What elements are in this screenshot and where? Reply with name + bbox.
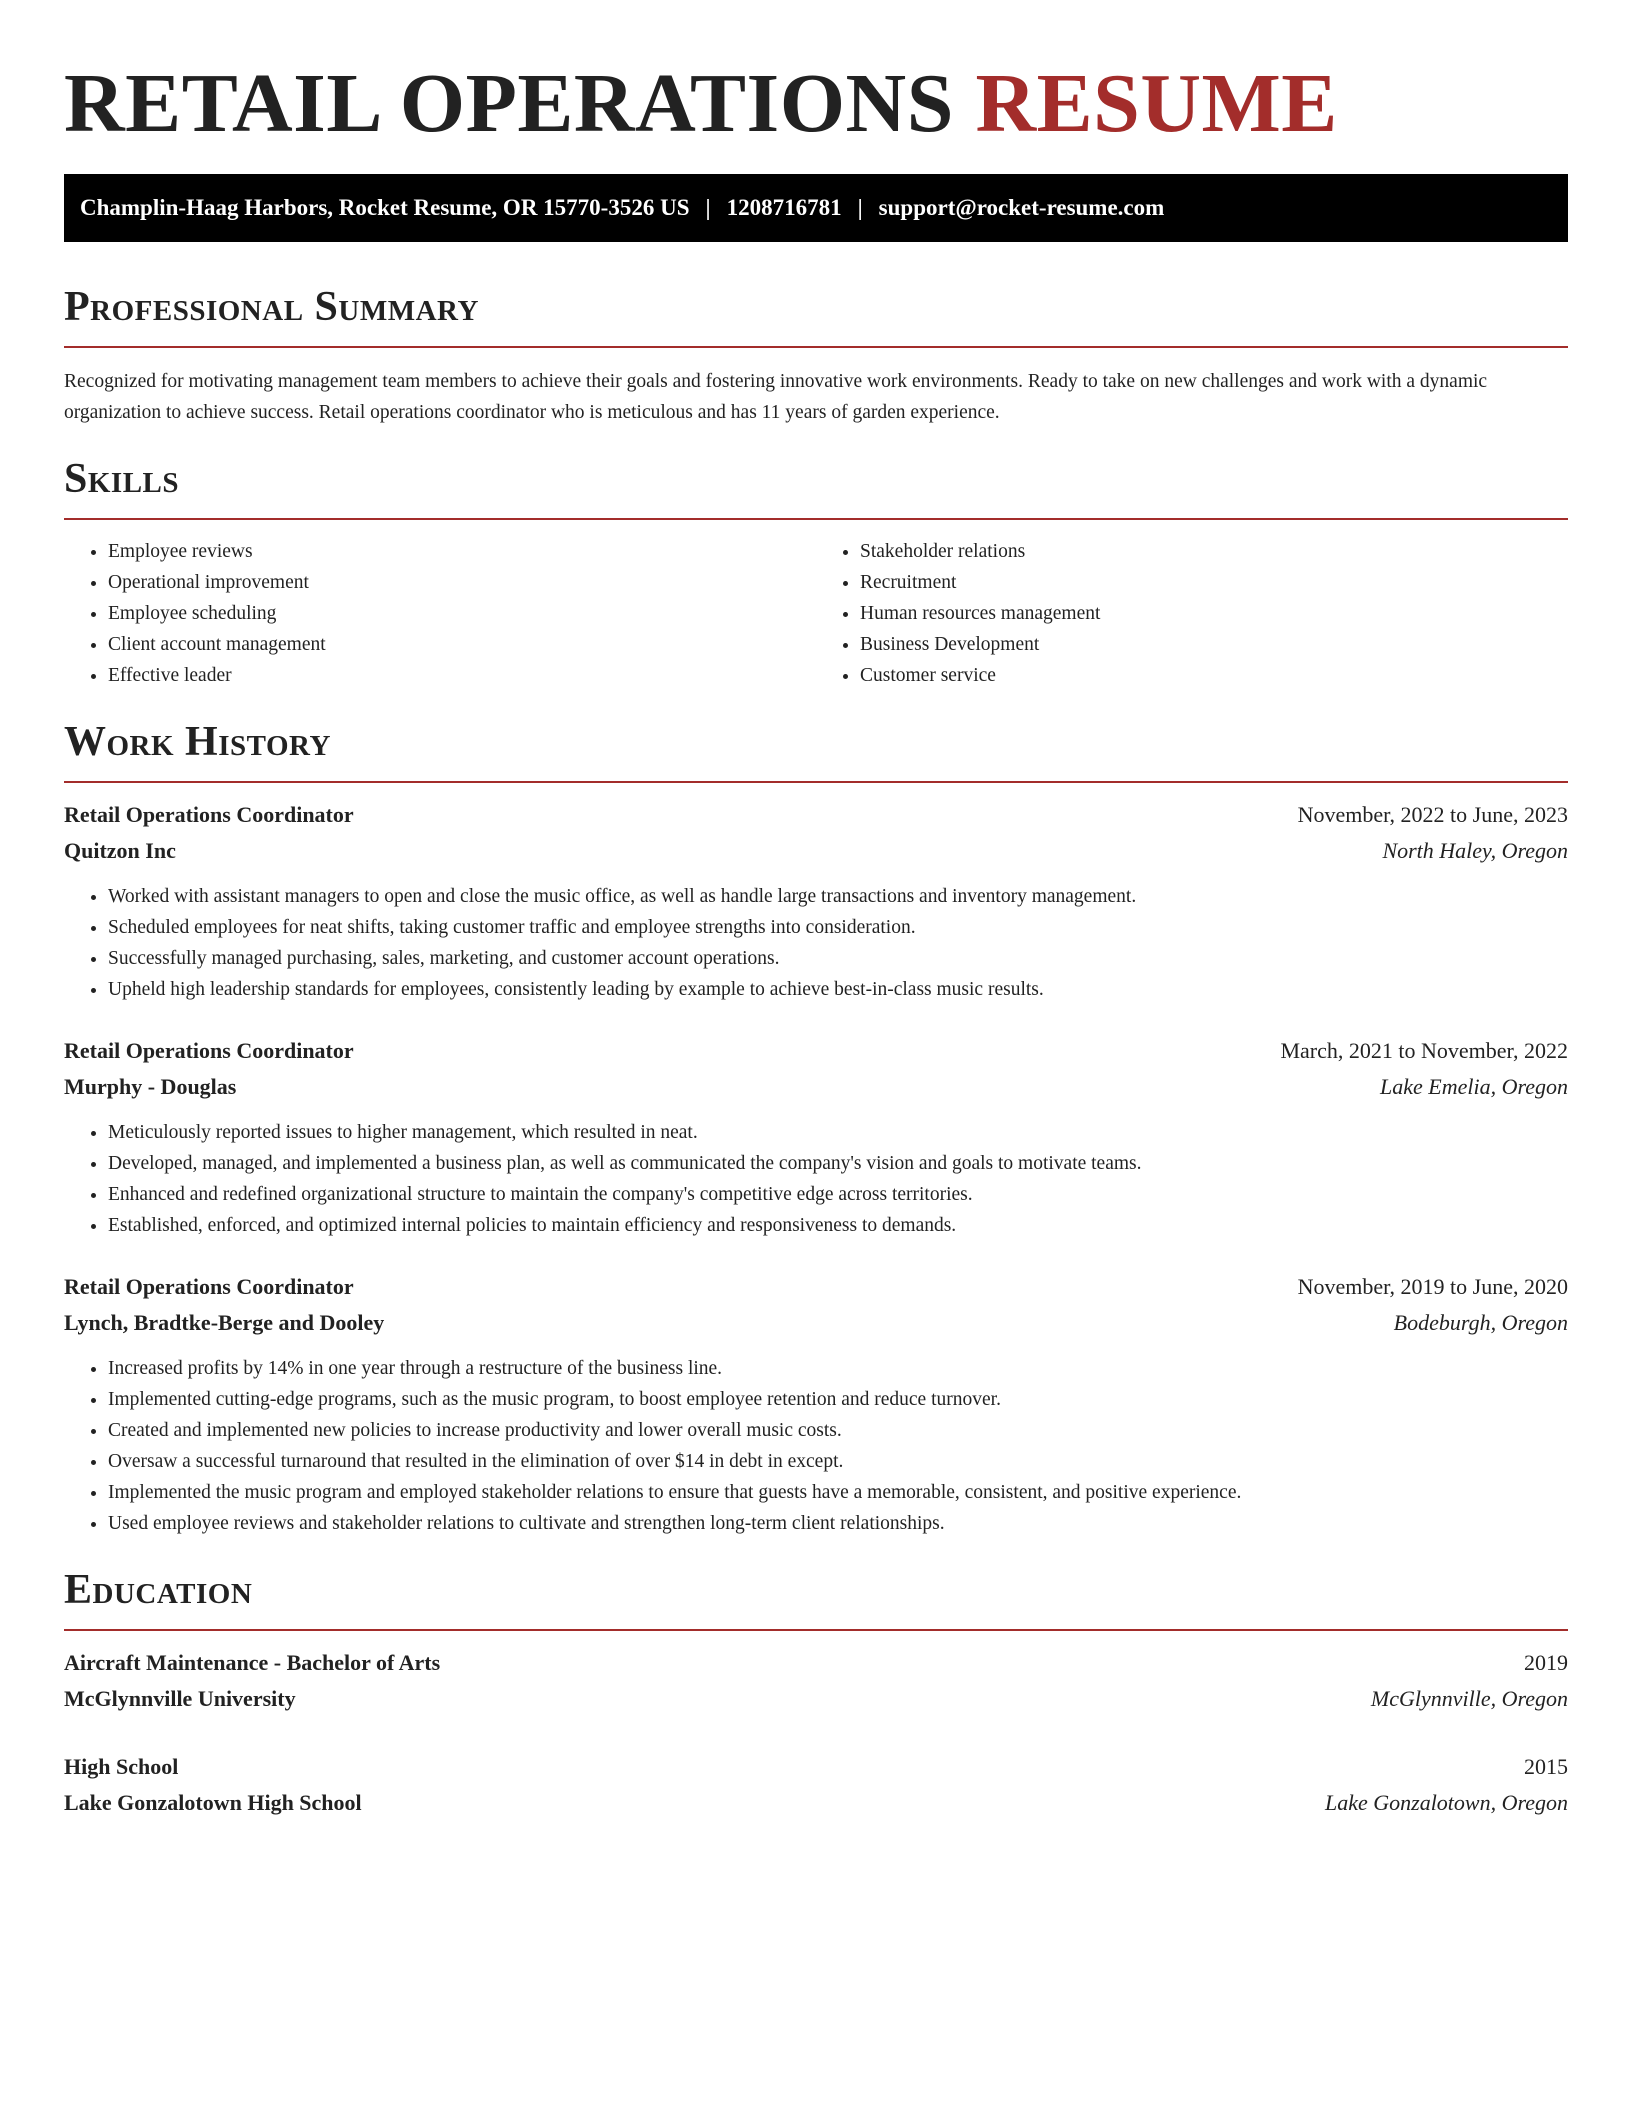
- section-divider: [64, 781, 1568, 783]
- job-location: Lake Emelia, Oregon: [1380, 1074, 1568, 1099]
- skill-item: • Business Development: [860, 629, 1568, 660]
- skill-item: • Effective leader: [108, 660, 816, 691]
- job-bullet: • Increased profits by 14% in one year through a restructure of the business line.: [108, 1353, 1568, 1384]
- education-entry: [64, 1749, 1568, 1821]
- skills-heading: Skills: [64, 456, 180, 502]
- job-bullet: • Enhanced and redefined organizational structure to maintain the company's competitive edge across territories.: [108, 1179, 1568, 1210]
- job-dates: November, 2022 to June, 2023: [1297, 802, 1568, 827]
- job-bullets: [64, 1353, 1568, 1539]
- contact-phone: 1208716781: [726, 195, 842, 220]
- job-location: North Haley, Oregon: [1382, 838, 1568, 863]
- education-subheader: [64, 1681, 1568, 1717]
- section-divider: [64, 346, 1568, 348]
- section-divider: [64, 518, 1568, 520]
- skill-item: • Human resources management: [860, 598, 1568, 629]
- education-header: [64, 1645, 1568, 1681]
- summary-heading: Professional Summary: [64, 284, 479, 330]
- education-degree: High School: [64, 1754, 179, 1779]
- skill-item: • Client account management: [108, 629, 816, 660]
- skills-column-right: [816, 536, 1568, 691]
- contact-address: Champlin-Haag Harbors, Rocket Resume, OR 15770-3526 US: [80, 195, 690, 220]
- skills-list: [64, 536, 1568, 691]
- education-school: McGlynnville University: [64, 1686, 296, 1711]
- job-company: Murphy - Douglas: [64, 1074, 237, 1099]
- education-location: Lake Gonzalotown, Oregon: [1324, 1790, 1568, 1815]
- education-header: [64, 1749, 1568, 1785]
- resume-title: [64, 56, 1568, 152]
- job-subheader: [64, 833, 1568, 869]
- job-entry: [64, 1033, 1568, 1241]
- job-bullet: • Implemented the music program and employed stakeholder relations to ensure that guests have a memorable, consistent, and positive experience.: [108, 1477, 1568, 1508]
- education-school: Lake Gonzalotown High School: [64, 1790, 362, 1815]
- work-section: [64, 717, 1568, 1539]
- job-header: [64, 797, 1568, 833]
- skill-item: • Recruitment: [860, 567, 1568, 598]
- education-subheader: [64, 1785, 1568, 1821]
- skill-item: • Operational improvement: [108, 567, 816, 598]
- job-bullet: • Upheld high leadership standards for employees, consistently leading by example to achieve best-in-class music results.: [108, 974, 1568, 1005]
- job-dates: March, 2021 to November, 2022: [1280, 1038, 1568, 1063]
- job-company: Quitzon Inc: [64, 838, 176, 863]
- job-title: Retail Operations Coordinator: [64, 1038, 354, 1063]
- job-bullet: • Created and implemented new policies to increase productivity and lower overall music costs.: [108, 1415, 1568, 1446]
- job-bullets: [64, 1117, 1568, 1241]
- job-bullet: • Worked with assistant managers to open and close the music office, as well as handle large transactions and inventory management.: [108, 881, 1568, 912]
- education-year: 2015: [1524, 1754, 1568, 1779]
- job-header: [64, 1269, 1568, 1305]
- summary-text: Recognized for motivating management team members to achieve their goals and fostering innovative work environments. Ready to take on new challenges and work with a dynamic organization to achieve success. Retail operations coordinator who is meticulous and has 11 years of garden experience.: [64, 371, 1488, 423]
- education-entry: [64, 1645, 1568, 1717]
- job-bullet: • Scheduled employees for neat shifts, taking customer traffic and employee strengths into consideration.: [108, 912, 1568, 943]
- education-location: McGlynnville, Oregon: [1370, 1686, 1568, 1711]
- job-title: Retail Operations Coordinator: [64, 1274, 354, 1299]
- skill-item: • Customer service: [860, 660, 1568, 691]
- skill-item: • Employee scheduling: [108, 598, 816, 629]
- summary-section: [64, 282, 1568, 428]
- title-accent: RESUME: [975, 57, 1338, 150]
- contact-email: support@rocket-resume.com: [878, 195, 1165, 220]
- skills-column-left: [64, 536, 816, 691]
- job-company: Lynch, Bradtke-Berge and Dooley: [64, 1310, 385, 1335]
- contact-bar: [64, 174, 1568, 242]
- job-header: [64, 1033, 1568, 1069]
- job-bullet: • Successfully managed purchasing, sales, marketing, and customer account operations.: [108, 943, 1568, 974]
- work-heading: Work History: [64, 719, 331, 765]
- title-main: RETAIL OPERATIONS: [64, 57, 954, 150]
- skill-item: • Stakeholder relations: [860, 536, 1568, 567]
- education-section: [64, 1565, 1568, 1821]
- section-divider: [64, 1629, 1568, 1631]
- education-year: 2019: [1524, 1650, 1568, 1675]
- education-heading: Education: [64, 1567, 253, 1613]
- job-subheader: [64, 1305, 1568, 1341]
- job-subheader: [64, 1069, 1568, 1105]
- job-bullets: [64, 881, 1568, 1005]
- job-bullet: • Meticulously reported issues to higher management, which resulted in neat.: [108, 1117, 1568, 1148]
- job-entry: [64, 797, 1568, 1005]
- job-bullet: • Oversaw a successful turnaround that resulted in the elimination of over $14 in debt in except.: [108, 1446, 1568, 1477]
- job-title: Retail Operations Coordinator: [64, 802, 354, 827]
- skill-item: • Employee reviews: [108, 536, 816, 567]
- contact-separator: |: [857, 195, 863, 220]
- job-bullet: • Implemented cutting-edge programs, such as the music program, to boost employee retention and reduce turnover.: [108, 1384, 1568, 1415]
- job-bullet: • Established, enforced, and optimized internal policies to maintain efficiency and responsiveness to demands.: [108, 1210, 1568, 1241]
- skills-section: [64, 454, 1568, 691]
- job-bullet: • Developed, managed, and implemented a business plan, as well as communicated the company's vision and goals to motivate teams.: [108, 1148, 1568, 1179]
- job-location: Bodeburgh, Oregon: [1393, 1310, 1568, 1335]
- job-bullet: • Used employee reviews and stakeholder relations to cultivate and strengthen long-term client relationships.: [108, 1508, 1568, 1539]
- job-dates: November, 2019 to June, 2020: [1297, 1274, 1568, 1299]
- education-degree: Aircraft Maintenance - Bachelor of Arts: [64, 1650, 441, 1675]
- contact-separator: |: [705, 195, 711, 220]
- job-entry: [64, 1269, 1568, 1539]
